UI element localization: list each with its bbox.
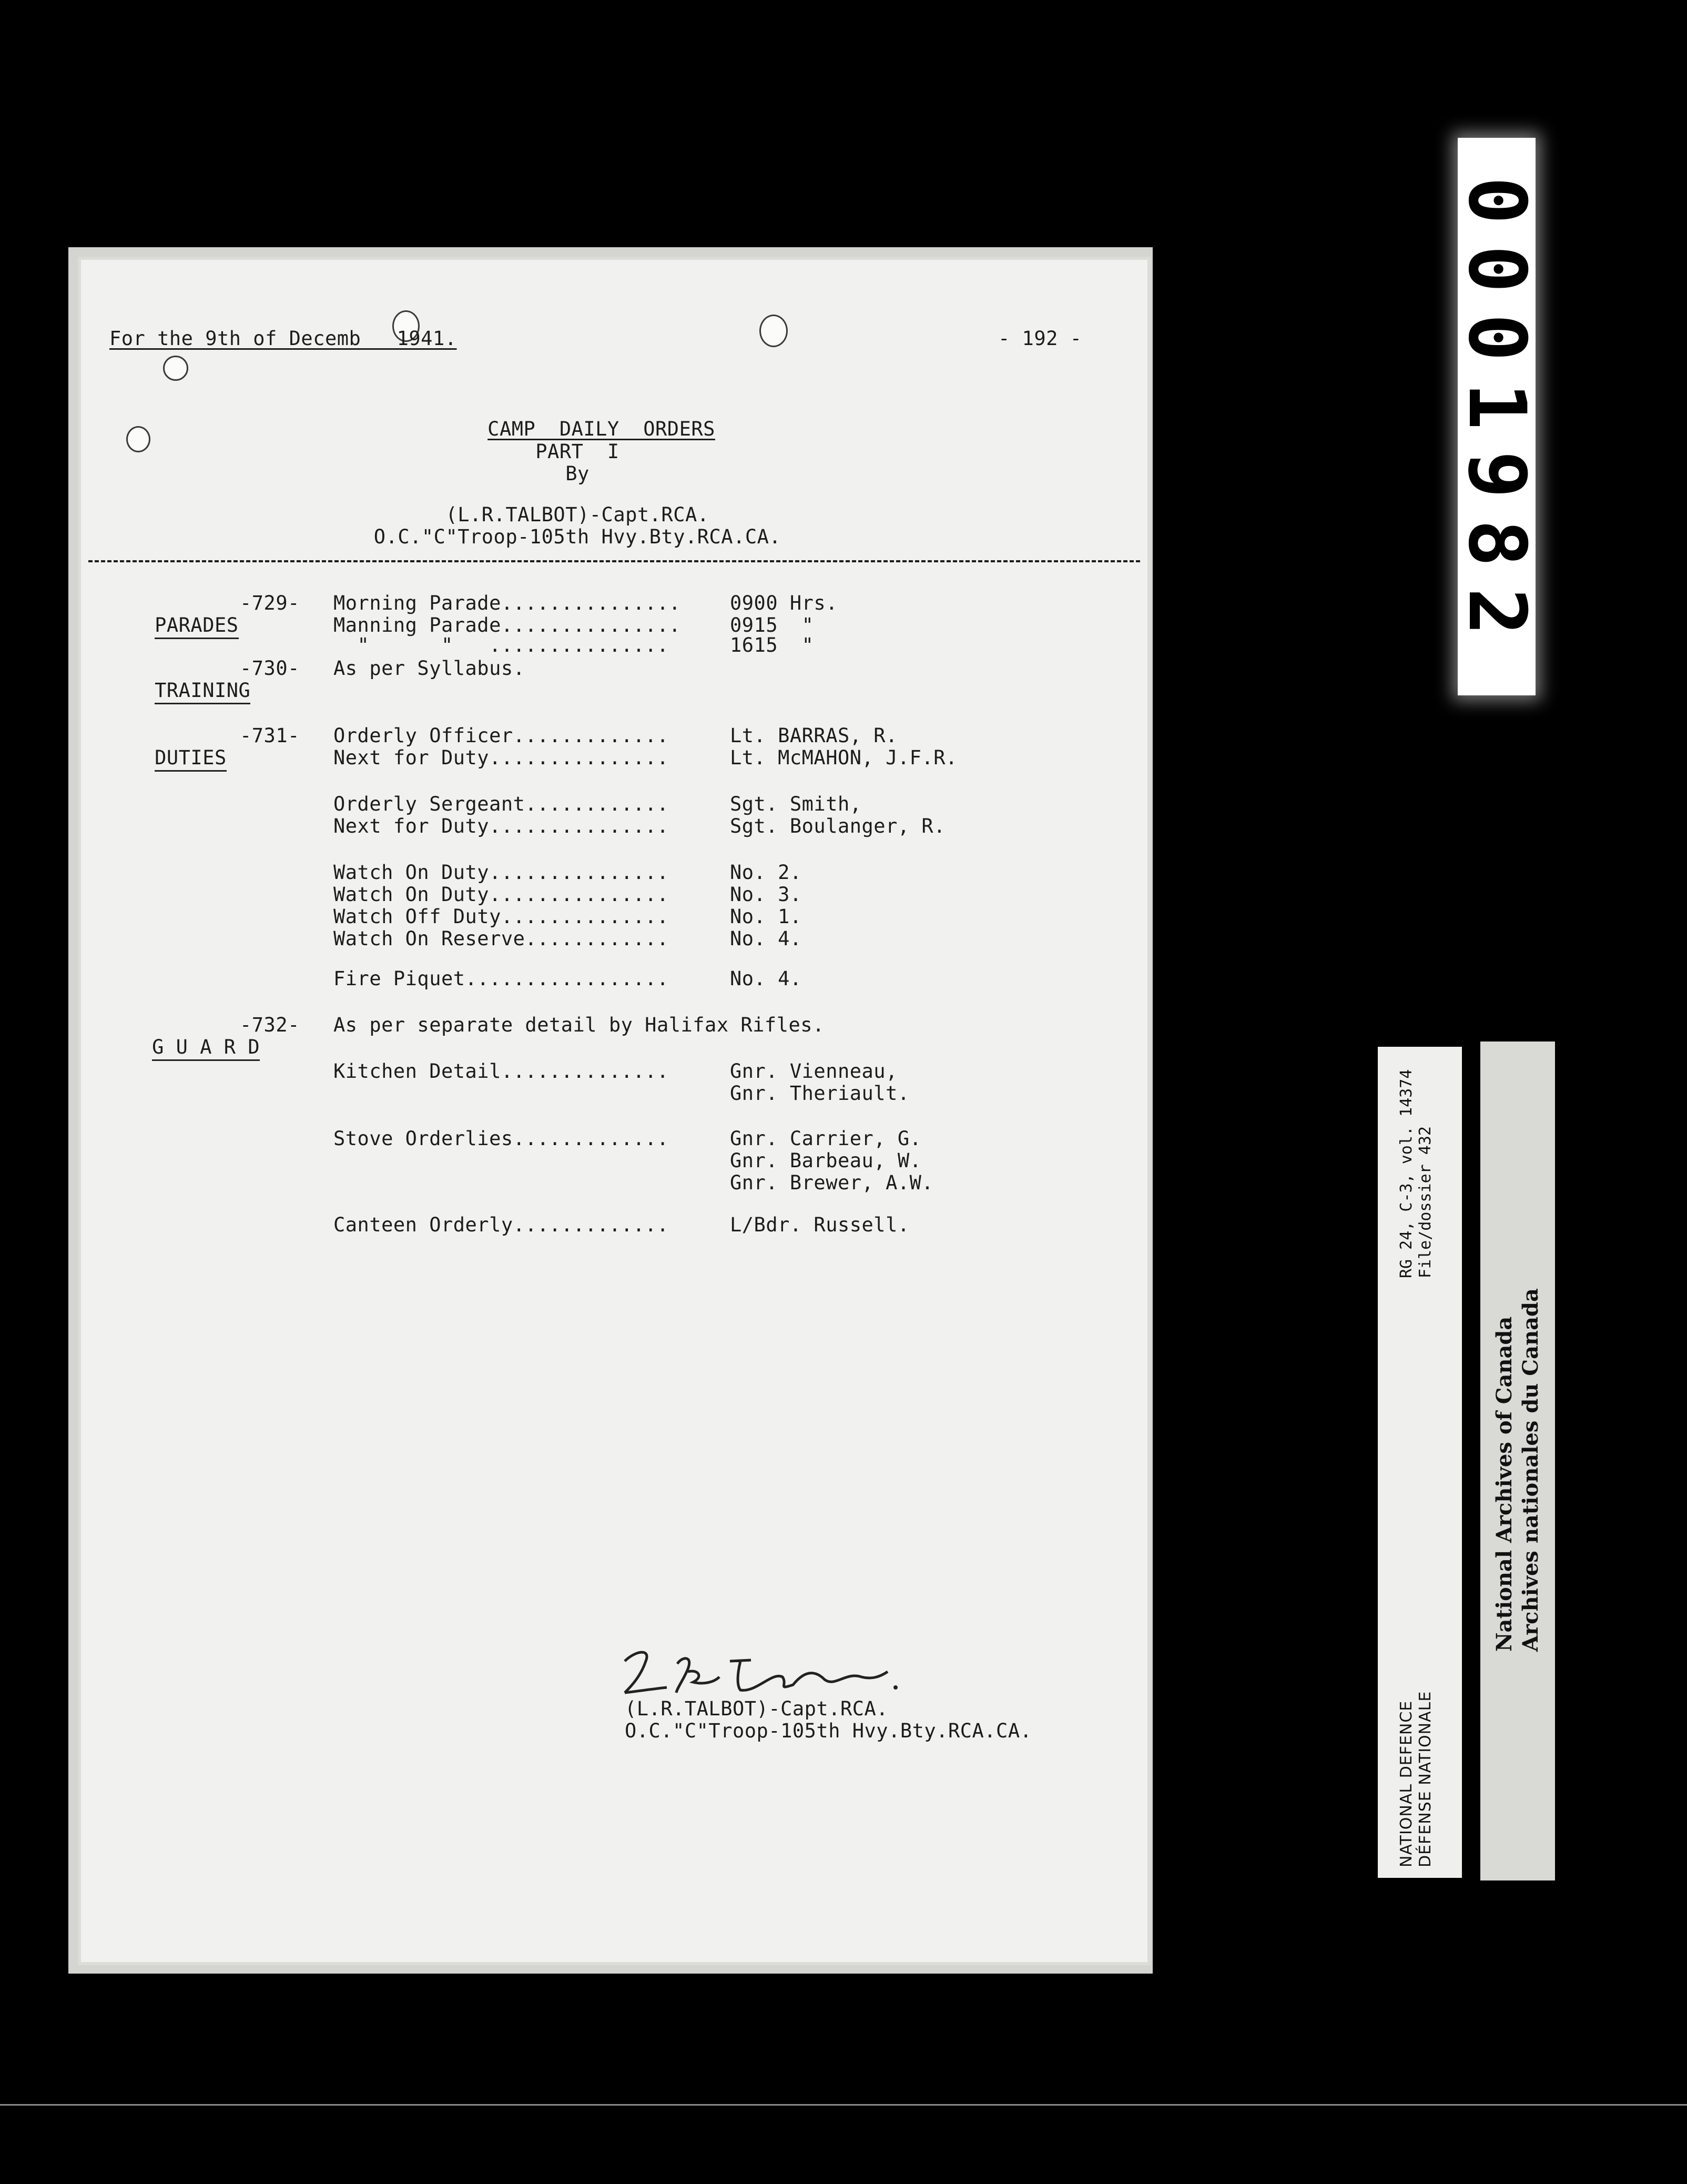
archive-reference-label <box>1378 1047 1462 1878</box>
duty-assignee: No. 2. <box>730 861 802 884</box>
order-number-731: -731- <box>240 724 300 747</box>
stove-orderlies-item: Stove Orderlies............. <box>333 1127 669 1150</box>
duty-assignee: Lt. BARRAS, R. <box>730 724 898 747</box>
duty-item: Watch Off Duty.............. <box>333 905 669 928</box>
kitchen-assignee: Gnr. Theriault. <box>730 1082 910 1105</box>
canteen-assignee: L/Bdr. Russell. <box>730 1214 910 1236</box>
handwritten-signature <box>614 1640 909 1703</box>
dashed-divider <box>88 560 1140 562</box>
duty-assignee: Lt. McMAHON, J.F.R. <box>730 746 958 769</box>
order-number-729: -729- <box>240 592 300 614</box>
parade-time: 1615 " <box>730 634 814 656</box>
training-label: TRAINING <box>155 679 250 704</box>
archives-name-en: National Archives of Canada <box>1492 1316 1517 1652</box>
duty-item: Orderly Sergeant............ <box>333 793 669 815</box>
document-page <box>78 257 1151 1965</box>
duty-item: Watch On Duty............... <box>333 861 669 884</box>
frame-number: 0001982 <box>1451 176 1542 657</box>
section-label-training <box>107 658 250 724</box>
punch-hole <box>126 426 150 452</box>
stove-assignee: Gnr. Barbeau, W. <box>730 1149 922 1172</box>
duty-assignee: No. 4. <box>730 967 802 990</box>
kitchen-detail-item: Kitchen Detail.............. <box>333 1060 669 1083</box>
frame-number-strip <box>1451 138 1542 695</box>
signatory-name: (L.R.TALBOT)-Capt.RCA. <box>625 1697 889 1720</box>
section-label-guard <box>104 1014 260 1080</box>
parades-label: PARADES <box>155 614 238 639</box>
signatory-unit: O.C."C"Troop-105th Hvy.Bty.RCA.CA. <box>625 1720 1032 1742</box>
duty-assignee: Sgt. Smith, <box>730 793 862 815</box>
issuing-unit: O.C."C"Troop-105th Hvy.Bty.RCA.CA. <box>373 525 781 548</box>
stove-assignee: Gnr. Brewer, A.W. <box>730 1171 934 1194</box>
department-fr: DÉFENSE NATIONALE <box>1416 1691 1435 1867</box>
training-text: As per Syllabus. <box>333 657 525 680</box>
order-number-732: -732- <box>240 1014 300 1036</box>
order-number-730: -730- <box>240 657 300 680</box>
duty-item: Orderly Officer............. <box>333 724 669 747</box>
duty-item: Next for Duty............... <box>333 815 669 837</box>
archive-reference: RG 24, C-3, vol. 14374 <box>1397 1069 1416 1278</box>
parade-time: 0900 Hrs. <box>730 592 838 614</box>
duty-assignee: No. 4. <box>730 927 802 950</box>
date-line: For the 9th of Decemb 1941. <box>109 327 457 350</box>
parade-time: 0915 " <box>730 614 814 636</box>
parade-item: " " ............... <box>333 634 669 656</box>
section-label-duties <box>107 725 227 791</box>
canteen-orderly-item: Canteen Orderly............. <box>333 1214 669 1236</box>
duty-assignee: No. 3. <box>730 883 802 906</box>
section-label-parades <box>107 592 239 659</box>
duty-item: Fire Piquet................. <box>333 967 669 990</box>
duty-assignee: No. 1. <box>730 905 802 928</box>
department-en: NATIONAL DEFENCE <box>1397 1700 1416 1867</box>
duty-item: Watch On Reserve............ <box>333 927 669 950</box>
page-number: - 192 - <box>998 327 1082 350</box>
orders-heading-text: CAMP DAILY ORDERS <box>487 418 715 440</box>
duty-assignee: Sgt. Boulanger, R. <box>730 815 946 837</box>
stove-assignee: Gnr. Carrier, G. <box>730 1127 922 1150</box>
duty-item: Watch On Duty............... <box>333 883 669 906</box>
parade-item: Morning Parade............... <box>333 592 681 614</box>
punch-hole <box>163 356 188 381</box>
kitchen-assignee: Gnr. Vienneau, <box>730 1060 898 1083</box>
archives-canada-label <box>1480 1042 1555 1880</box>
issuing-officer: (L.R.TALBOT)-Capt.RCA. <box>445 503 709 526</box>
guard-label: G U A R D <box>152 1036 260 1061</box>
punch-hole <box>759 315 788 347</box>
by-line: By <box>565 462 590 485</box>
duty-item: Next for Duty............... <box>333 746 669 769</box>
parade-item: Manning Parade............... <box>333 614 681 636</box>
part-heading: PART I <box>535 440 619 463</box>
bottom-rule <box>0 2104 1687 2106</box>
archive-file: File/dossier 432 <box>1416 1126 1435 1278</box>
guard-text: As per separate detail by Halifax Rifles. <box>333 1014 825 1036</box>
archives-name-fr: Archives nationales du Canada <box>1518 1288 1543 1652</box>
duties-label: DUTIES <box>155 746 227 772</box>
